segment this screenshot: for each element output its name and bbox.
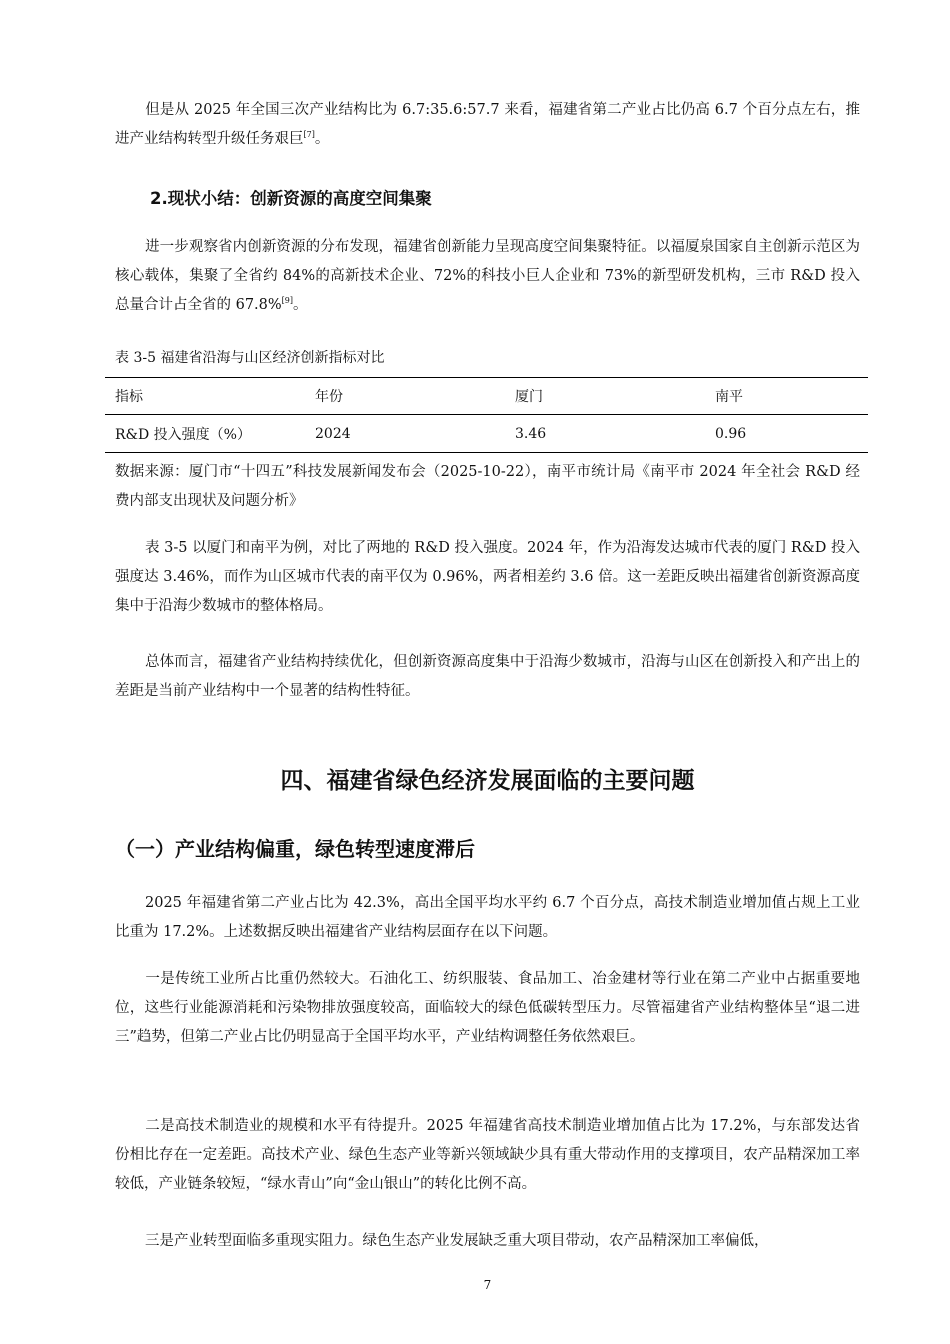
table-cell: 2024	[305, 415, 505, 453]
table-caption: 表 3-5 福建省沿海与山区经济创新指标对比	[115, 350, 385, 366]
paragraph-secondary-industry	[115, 889, 860, 947]
table-cell: 3.46	[505, 415, 705, 453]
paragraph-overall-summary	[115, 648, 860, 706]
paragraph-text: 一是传统工业所占比重仍然较大。石油化工、纺织服装、食品加工、冶金建材等行业在第二产业中占据重要地位，这些行业能源消耗和污染物排放强度较高，面临较大的绿色低碳转型压力。尽管福建省产业结构整体呈“退二进三”趋势，但第二产业占比仍明显高于全国平均水平，产业结构调整任务依然艰巨。	[115, 971, 860, 1045]
paragraph-end: 。	[314, 131, 330, 147]
paragraph-text: 进一步观察省内创新资源的分布发现，福建省创新能力呈现高度空间集聚特征。以福厦泉国家自主创新示范区为核心载体，集聚了全省约 84%的高新技术企业、72%的科技小巨人企业和 73%的新型研发机构，三市 R&D 投入总量合计占全省的 67.8%	[115, 239, 860, 313]
paragraph-innovation-cluster	[115, 233, 860, 320]
table-cell: 0.96	[705, 415, 868, 453]
table-row	[105, 415, 868, 453]
citation-ref: [9]	[281, 296, 294, 306]
paragraph-problem-two	[115, 1112, 860, 1199]
paragraph-text: 总体而言，福建省产业结构持续优化，但创新资源高度集中于沿海少数城市，沿海与山区在创新投入和产出上的差距是当前产业结构中一个显著的结构性特征。	[115, 654, 860, 699]
paragraph-rd-comparison	[115, 534, 860, 621]
subheading-summary: 2.现状小结：创新资源的高度空间集聚	[150, 189, 432, 208]
table-header-cell: 指标	[105, 378, 305, 415]
table-header-cell: 年份	[305, 378, 505, 415]
chapter-title: 四、福建省绿色经济发展面临的主要问题	[280, 768, 695, 794]
table-header-cell: 厦门	[505, 378, 705, 415]
paragraph-text: 表 3-5 以厦门和南平为例，对比了两地的 R&D 投入强度。2024 年，作为沿海发达城市代表的厦门 R&D 投入强度达 3.46%，而作为山区城市代表的南平仅为 0.96%，两者相差约 3.6 倍。这一差距反映出福建省创新资源高度集中于沿海少数城市的整体格局。	[115, 540, 860, 614]
section-title: （一）产业结构偏重，绿色转型速度滞后	[115, 837, 475, 861]
data-table	[105, 377, 868, 453]
table-cell: R&D 投入强度（%）	[105, 415, 305, 453]
citation-ref: [7]	[303, 130, 315, 140]
table-source-note: 数据来源：厦门市“十四五”科技发展新闻发布会（2025-10-22），南平市统计局《南平市 2024 年全社会 R&D 经费内部支出现状及问题分析》	[115, 464, 860, 509]
table-header-row	[105, 378, 868, 415]
page-number: 7	[483, 1278, 492, 1292]
paragraph-text: 三是产业转型面临多重现实阻力。绿色生态产业发展缺乏重大项目带动，农产品精深加工率偏低，	[145, 1233, 769, 1249]
paragraph-end: 。	[293, 297, 308, 313]
paragraph-text: 2025 年福建省第二产业占比为 42.3%，高出全国平均水平约 6.7 个百分点，高技术制造业增加值占规上工业比重为 17.2%。上述数据反映出福建省产业结构层面存在以下问题。	[115, 895, 860, 940]
paragraph-text: 二是高技术制造业的规模和水平有待提升。2025 年福建省高技术制造业增加值占比为 17.2%，与东部发达省份相比存在一定差距。高技术产业、绿色生态产业等新兴领域缺少具有重大带动作用的支撑项目，农产品精深加工率较低，产业链条较短，“绿水青山”向“金山银山”的转化比例不高。	[115, 1118, 860, 1192]
paragraph-problem-three	[115, 1227, 860, 1256]
table-header-cell: 南平	[705, 378, 868, 415]
paragraph-structure-ratio	[115, 96, 860, 154]
paragraph-problem-one	[115, 965, 860, 1052]
paragraph-text: 但是从 2025 年全国三次产业结构比为 6.7:35.6:57.7 来看，福建省第二产业占比仍高 6.7 个百分点左右，推进产业结构转型升级任务艰巨	[115, 102, 860, 147]
